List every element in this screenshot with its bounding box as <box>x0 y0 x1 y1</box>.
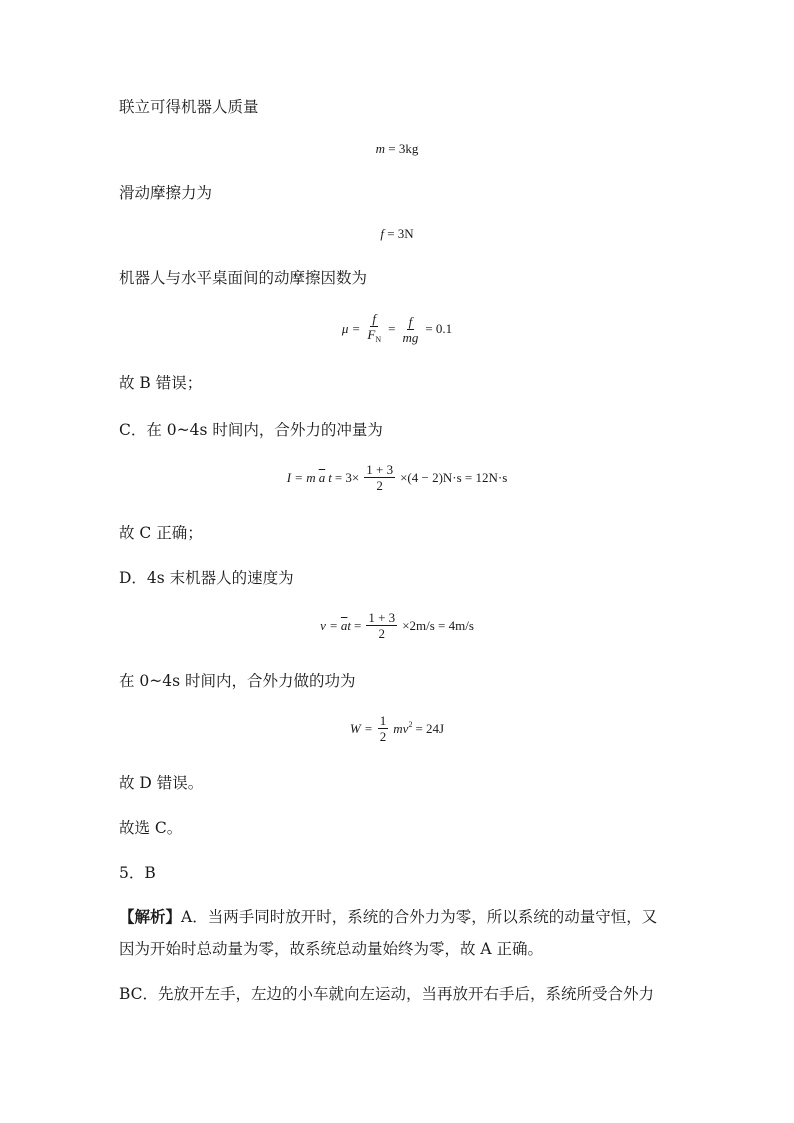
analysis-line: 因为开始时总动量为零，故系统总动量始终为零，故 A 正确。 <box>119 940 544 958</box>
value-friction: = 3N <box>387 226 414 241</box>
formula-mu: μ = $\frac{f}{F_N}$ = $\frac{f}{mg}$ = 0.1 <box>0 311 794 347</box>
fraction: $\frac{1}{2}$ <box>379 713 387 744</box>
text-line: 联立可得机器人质量 <box>119 98 259 116</box>
text-line: 故 B 错误； <box>119 374 203 392</box>
formula-impulse: I = m $\overline{a}$ t = 3× $\frac{1 + 3}{2}$ ×(4 − 2)N·s = 12N·s <box>286 462 508 493</box>
formula-work: W = $\frac{1}{2}$ $mv^2$ = 24J <box>349 713 445 744</box>
analysis-line: 【解析】A．当两手同时放开时，系统的合外力为零，所以系统的动量守恒，又 <box>119 907 658 926</box>
var-m: m <box>375 141 386 156</box>
fraction: $\frac{1 + 3}{2}$ <box>368 610 396 641</box>
text-line: 滑动摩擦力为 <box>119 184 213 202</box>
var-f: f <box>380 226 384 241</box>
text-line: D．4s 末机器人的速度为 <box>119 569 294 587</box>
analysis-tag: 【解析】 <box>119 907 182 926</box>
formula-velocity: v = $\overline{a}t$ = $\frac{1 + 3}{2}$ ×2m/s = 4m/s <box>320 610 474 641</box>
text-line: C．在 0~4s 时间内，合外力的冲量为 <box>119 421 383 439</box>
text-line: 故 D 错误。 <box>119 774 204 792</box>
formula-friction <box>0 226 794 242</box>
formula-mass <box>0 141 794 157</box>
question-answer: 5．B <box>119 864 156 882</box>
analysis-line: BC．先放开左手，左边的小车就向左运动，当再放开右手后，系统所受合外力 <box>119 985 655 1003</box>
text-line: 机器人与水平桌面间的动摩擦因数为 <box>119 269 368 287</box>
text-line: 在 0~4s 时间内，合外力做的功为 <box>119 672 356 690</box>
fraction: $\frac{f}{F_N}$ <box>367 311 382 344</box>
fraction: $\frac{f}{mg}$ <box>402 313 419 345</box>
value-mass: = 3kg <box>388 141 419 156</box>
var-mu: μ = <box>341 321 361 336</box>
text-line: 故 C 正确； <box>119 524 203 542</box>
text-line: 故选 C。 <box>119 819 183 837</box>
fraction: $\frac{1 + 3}{2}$ <box>366 462 394 493</box>
